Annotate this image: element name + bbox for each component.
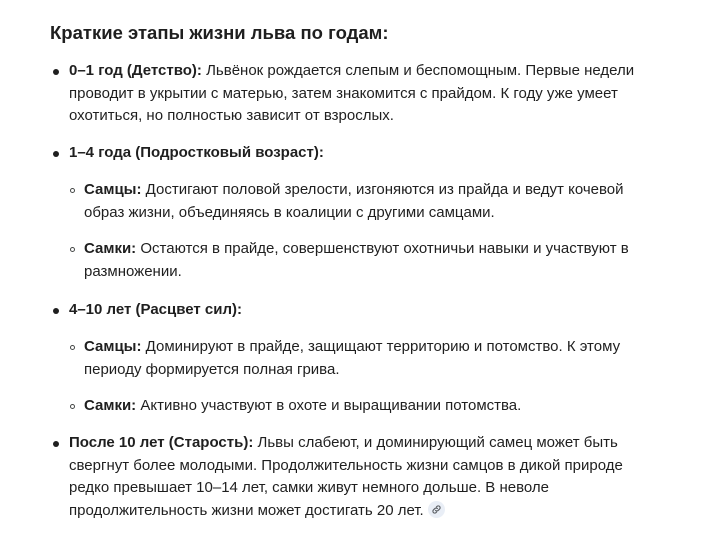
sub-text: Активно участвуют в охоте и выращивании потомства. [136,397,522,414]
sub-bullet-marker [70,188,75,193]
section-heading: Краткие этапы жизни льва по годам: [50,22,389,43]
link-icon[interactable] [428,501,445,518]
sub-item-females [84,395,644,418]
sub-item-males [84,179,644,224]
sub-text: Достигают половой зрелости, изгоняются из прайда и ведут кочевой образ жизни, объединяясь в коалиции с другими самцами. [84,181,624,221]
bullet-marker [53,441,59,447]
stage-text: Львы слабеют, и доминирующий самец может быть свергнут более молодыми. Продолжительность жизни самцов в дикой природе редко превышает 10–14 лет, самки живут немного дольше. В неволе продолжительность жизни может достигать 20 лет. [69,434,623,519]
stage-label: После 10 лет (Старость): [69,434,254,451]
sub-label: Самки: [84,240,137,257]
sub-text: Доминируют в прайде, защищают территорию и потомство. К этому периоду формируется полная грива. [84,338,621,378]
sub-item-females [84,238,644,283]
list-item-stage-2 [69,142,649,165]
list-item-stage-4 [69,432,649,522]
sub-bullet-marker [70,247,75,252]
sub-text: Остаются в прайде, совершенствуют охотничьи навыки и участвуют в размножении. [84,240,629,280]
sub-label: Самцы: [84,181,142,198]
sub-bullet-marker [70,404,75,409]
bullet-marker [53,151,59,157]
bullet-marker [53,308,59,314]
stage-label: 0–1 год (Детство): [69,62,202,79]
sub-item-males [84,336,644,381]
sub-label: Самцы: [84,338,142,355]
sub-bullet-marker [70,345,75,350]
stage-label: 4–10 лет (Расцвет сил): [69,301,242,318]
link-icon-glyph [431,504,442,515]
list-item-stage-3 [69,299,649,322]
sub-label: Самки: [84,397,137,414]
stage-label: 1–4 года (Подростковый возраст): [69,144,324,161]
bullet-marker [53,69,59,75]
list-item-stage-1 [69,60,649,128]
stage-text: Львёнок рождается слепым и беспомощным. Первые недели проводит в укрытии с матерью, затем знакомится с прайдом. К году уже умеет охотиться, но полностью зависит от взрослых. [69,62,635,124]
